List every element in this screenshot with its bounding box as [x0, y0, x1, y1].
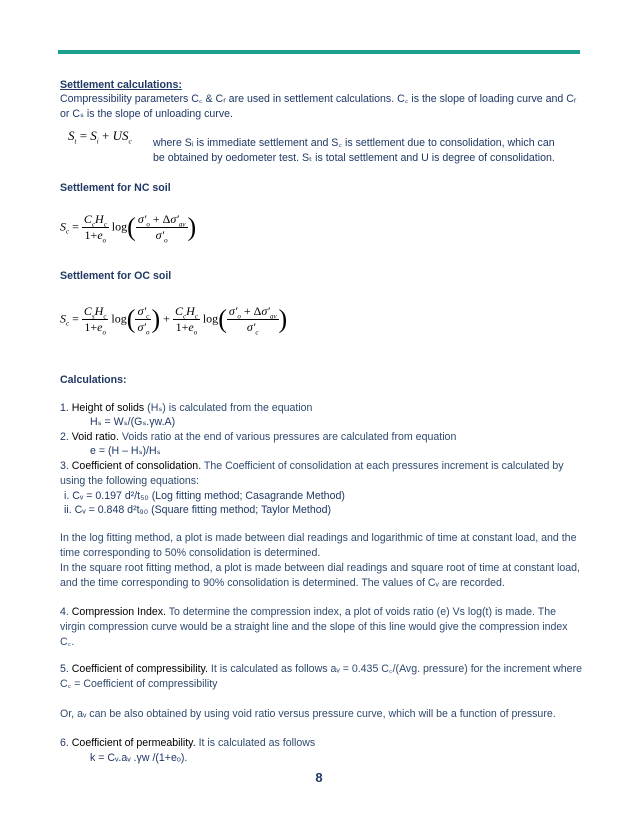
item-coefficient-of-permeability — [60, 736, 582, 751]
item-3-square-fitting: ii. Cᵥ = 0.848 d²t₉₀ (Square fitting method; Taylor Method) — [64, 504, 332, 516]
square-fitting-paragraph: In the square root fitting method, a plot is made between dial readings and square root of time at constant load, and the time corresponding to 90% consolidation is determined. The values of Cᵥ are recorded. — [60, 562, 580, 589]
page-number: 8 — [315, 770, 323, 785]
item-1-equation: Hₛ = Wₛ/(Gₛ.γw.A) — [90, 416, 176, 428]
item-compression-index — [60, 605, 582, 650]
item-1-number: 1. — [60, 402, 72, 414]
header-rule — [58, 50, 580, 54]
equation-explanation-1: where Sᵢ is immediate settlement and S꜀ is settlement due to consolidation, which can — [153, 137, 555, 149]
item-4-title: Compression Index. — [71, 606, 166, 618]
item-2-equation: e = (H – Hₛ)/Hₛ — [90, 445, 161, 457]
oc-settlement-equation: $S_c$ = $\frac{C_sH_c}{1+e_o}$ log( $\frac{\sigma'_c}{\sigma'_o}$ ) + $\frac{C_cH_c}{1+e_o}$ log( $\frac{\sigma'_o + \Delta\sigma'_{av}}{\sigma'_c}$ ) — [60, 304, 288, 337]
total-settlement-equation: $S_t = S_i + US_c$ — [68, 128, 132, 146]
intro-paragraph: Compressibility parameters C꜀ & Cᵣ are used in settlement calculations. C꜀ is the slope of loading curve and Cᵣ or Cₛ is the slope of unloading curve. — [60, 93, 577, 120]
item-2-text: Voids ratio at the end of various pressures are calculated from equation — [118, 431, 457, 443]
nc-soil-heading: Settlement for NC soil — [60, 182, 171, 194]
item-6-title: Coefficient of permeability. — [71, 737, 196, 749]
item-5-number: 5. — [60, 663, 72, 675]
oc-soil-heading: Settlement for OC soil — [60, 270, 172, 282]
item-coefficient-of-consolidation — [60, 459, 582, 489]
item-6-number: 6. — [60, 737, 72, 749]
item-3-title: Coefficient of consolidation. — [71, 460, 202, 472]
item-2-title: Void ratio. — [71, 431, 119, 443]
item-3-log-fitting: i. Cᵥ = 0.197 d²/t₅₀ (Log fitting method; Casagrande Method) — [64, 490, 345, 502]
void-ratio-curve-paragraph: Or, aᵥ can be also obtained by using void ratio versus pressure curve, which will be a function of pressure. — [60, 708, 556, 720]
equation-explanation-2: be obtained by oedometer test. Sₜ is total settlement and U is degree of consolidation. — [153, 152, 555, 164]
section-heading: Settlement calculations: — [60, 79, 182, 91]
item-3-text: The Coefficient of consolidation at each pressures increment is calculated by using the following equations: — [60, 460, 564, 487]
item-5-title: Coefficient of compressibility. — [71, 663, 208, 675]
item-4-number: 4. — [60, 606, 72, 618]
log-fitting-paragraph: In the log fitting method, a plot is made between dial readings and logarithmic of time at constant load, and the time corresponding to 50% consolidation is determined. — [60, 532, 577, 559]
nc-settlement-equation: $S_c$ = $\frac{C_cH_c}{1+e_o}$ log( $\frac{\sigma'_o + \Delta\sigma'_{av}}{\sigma'_o}$ ) — [60, 212, 197, 245]
item-void-ratio — [60, 430, 582, 445]
item-3-number: 3. — [60, 460, 72, 472]
item-1-text: (Hₛ) is calculated from the equation — [144, 402, 313, 414]
item-1-title: Height of solids — [71, 402, 145, 414]
item-4-text: To determine the compression index, a plot of voids ratio (e) Vs log(t) is made. The virgin compression curve would be a straight line and the slope of this line would give the compression index C꜀. — [60, 606, 568, 648]
item-6-text: It is calculated as follows — [195, 737, 316, 749]
item-5-text: It is calculated as follows aᵥ = 0.435 C꜀/(Avg. pressure) for the increment where C꜀ = Coefficient of compressibility — [60, 663, 582, 690]
item-6-equation: k = Cᵥ.aᵥ .γw /(1+eₒ). — [90, 752, 188, 764]
item-coefficient-of-compressibility — [60, 662, 582, 692]
item-2-number: 2. — [60, 431, 72, 443]
item-height-of-solids — [60, 401, 582, 416]
calculations-heading: Calculations: — [60, 374, 127, 386]
